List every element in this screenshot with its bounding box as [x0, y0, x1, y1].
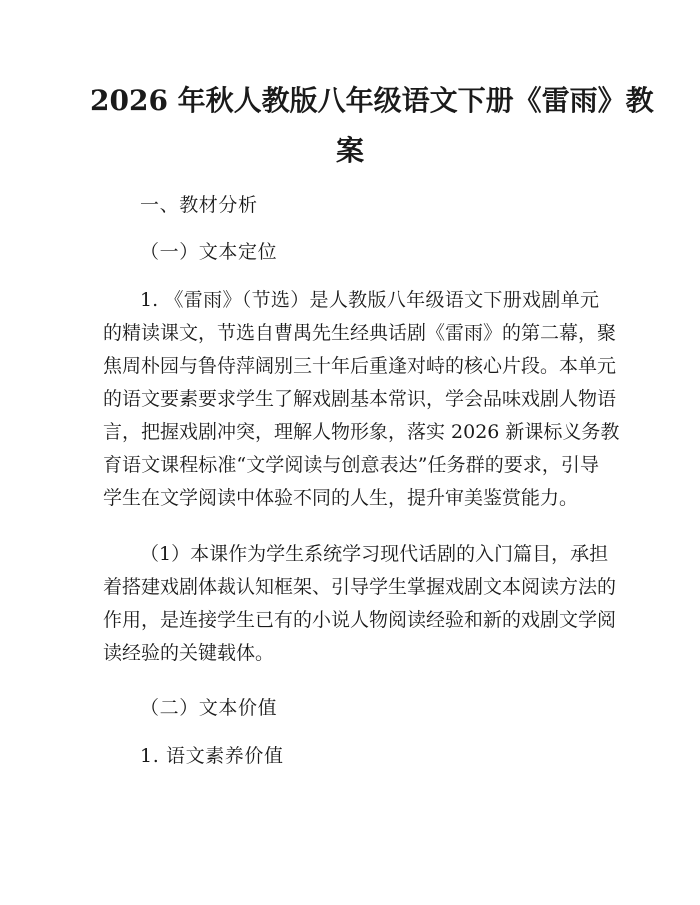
paragraph-1-line: 1. 《雷雨》（节选）是人教版八年级语文下册戏剧单元	[140, 289, 599, 311]
paragraph-2-line: 作用，是连接学生已有的小说人物阅读经验和新的戏剧文学阅	[103, 609, 617, 631]
paragraph-1-line: 言，把握戏剧冲突，理解人物形象，落实 2026 新课标义务教	[103, 421, 620, 443]
paragraph-1-line: 育语文课程标准“文学阅读与创意表达”任务群的要求，引导	[103, 454, 599, 476]
paragraph-1-line: 的精读课文，节选自曹禺先生经典话剧《雷雨》的第二幕，聚	[103, 322, 617, 344]
paragraph-2-line: （1）本课作为学生系统学习现代话剧的入门篇目，承担	[140, 543, 609, 565]
document-title-line-2: 案	[335, 134, 364, 167]
section-heading-textbook-analysis: 一、教材分析	[140, 194, 258, 216]
paragraph-2-line: 读经验的关键载体。	[103, 642, 275, 664]
subsection-heading-text-positioning: （一）文本定位	[140, 241, 278, 263]
paragraph-1-line: 焦周朴园与鲁侍萍阔别三十年后重逢对峙的核心片段。本单元	[103, 355, 617, 377]
subsection-heading-text-value: （二）文本价值	[140, 697, 278, 719]
paragraph-1-line: 学生在文学阅读中体验不同的人生，提升审美鉴赏能力。	[103, 487, 579, 509]
paragraph-1-line: 的语文要素要求学生了解戏剧基本常识，学会品味戏剧人物语	[103, 388, 617, 410]
document-title-line-1: 2026 年秋人教版八年级语文下册《雷雨》教	[90, 84, 654, 117]
paragraph-2-line: 着搭建戏剧体裁认知框架、引导学生掌握戏剧文本阅读方法的	[103, 576, 617, 598]
item-heading-literacy-value: 1. 语文素养价值	[140, 745, 284, 767]
